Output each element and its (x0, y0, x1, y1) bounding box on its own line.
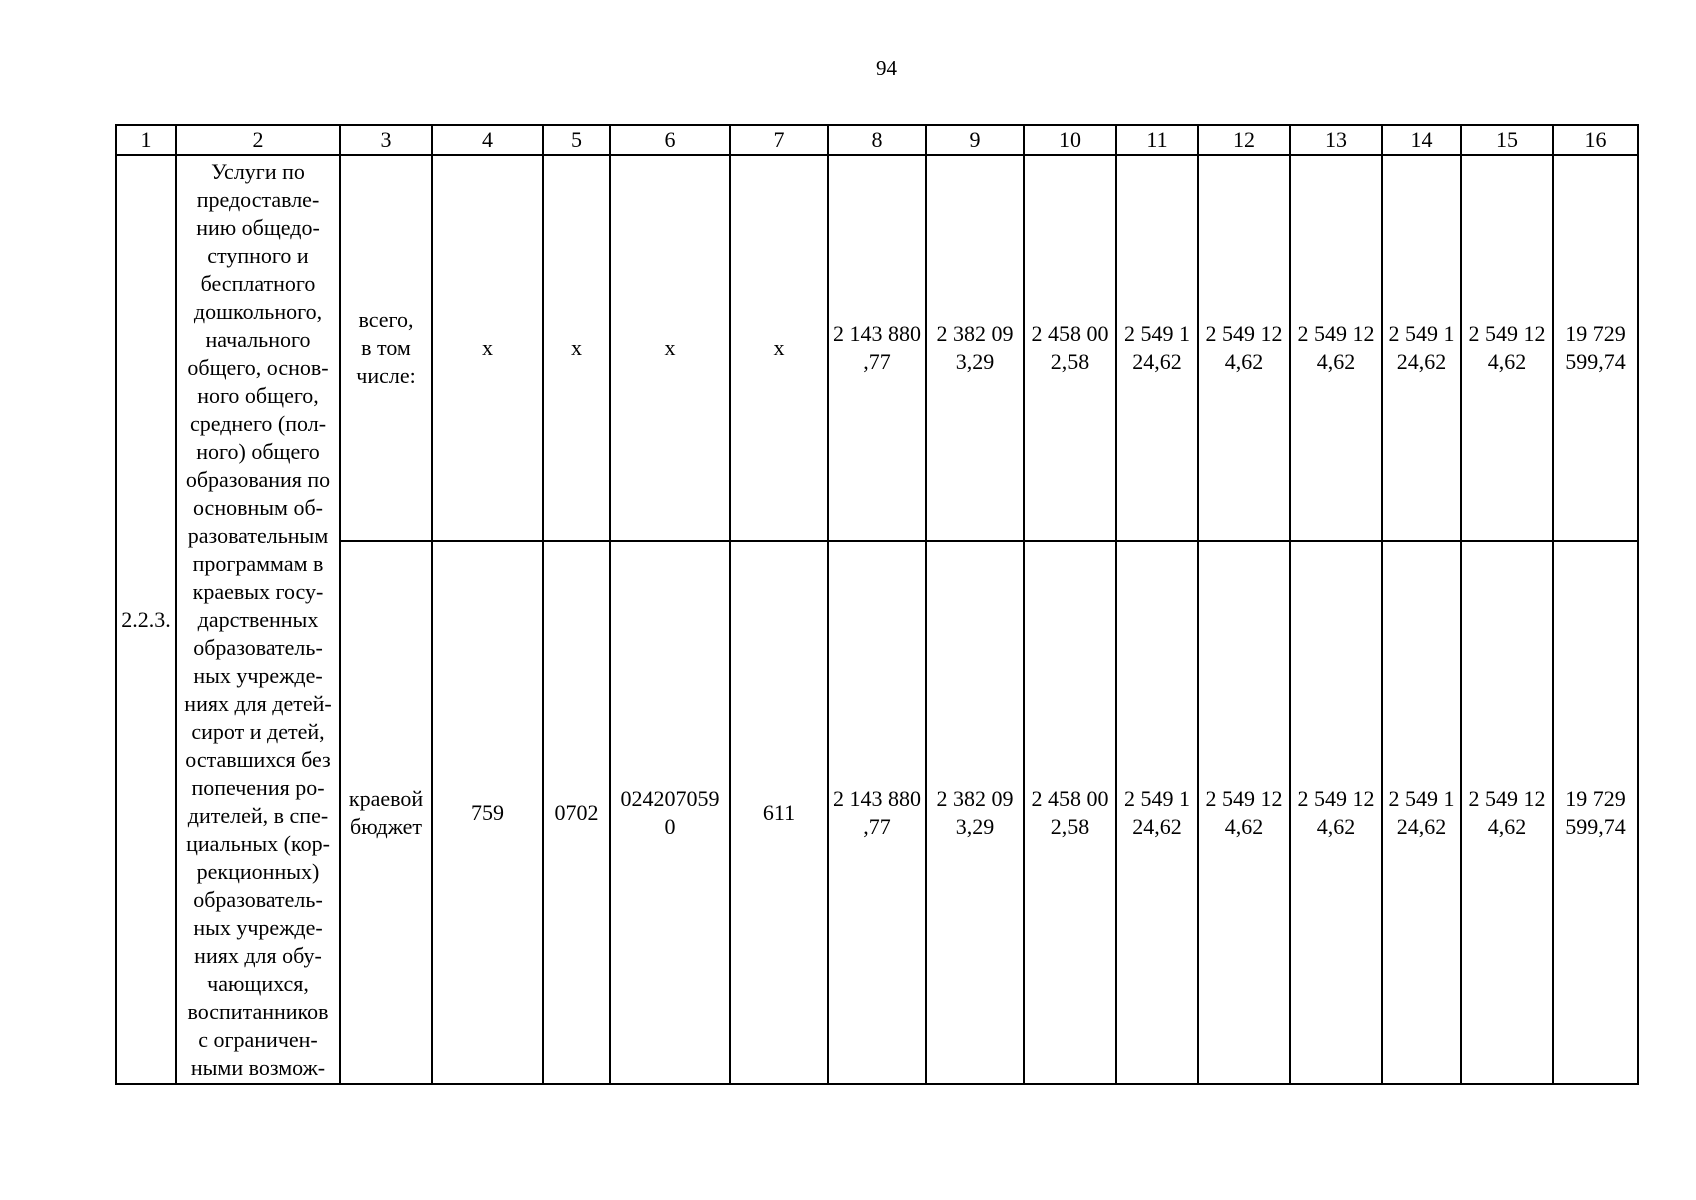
cell-col15: 2 549 12 4,62 (1461, 541, 1553, 1084)
col-header: 9 (926, 125, 1024, 155)
cell-col10: 2 458 00 2,58 (1024, 541, 1116, 1084)
cell-col16: 19 729 599,74 (1553, 155, 1638, 541)
cell-col6: х (610, 155, 730, 541)
col-header: 16 (1553, 125, 1638, 155)
budget-table (115, 124, 1639, 1085)
cell-col8: 2 143 880 ,77 (828, 155, 926, 541)
cell-col9: 2 382 09 3,29 (926, 541, 1024, 1084)
col-header: 8 (828, 125, 926, 155)
row-number: 2.2.3. (116, 155, 176, 1084)
col-header: 11 (1116, 125, 1198, 155)
cell-col7: х (730, 155, 828, 541)
funding-source: всего, в том числе: (340, 155, 432, 541)
table-row-regional-budget (116, 541, 1638, 1084)
cell-col7: 611 (730, 541, 828, 1084)
cell-col11: 2 549 1 24,62 (1116, 541, 1198, 1084)
col-header: 6 (610, 125, 730, 155)
funding-source: краевой бюджет (340, 541, 432, 1084)
service-description: Услуги по предоставле- нию общедо- ступного и бесплатного дошкольного, начального общего, основ- ного общего, среднего (пол- ного) общего образования по основным об- разовательным программам в краевых госу- дарственных образователь- ных учрежде- ниях для детей- сирот и детей, оставшихся без попечения ро- дителей, в спе- циальных (кор- рекционных) образователь- ных учрежде- ниях для обу- чающихся, воспитанников с ограничен- ными возмож- (176, 155, 340, 1084)
cell-col12: 2 549 12 4,62 (1198, 155, 1290, 541)
cell-col4: 759 (432, 541, 543, 1084)
col-header: 10 (1024, 125, 1116, 155)
cell-col6: 024207059 0 (610, 541, 730, 1084)
col-header: 4 (432, 125, 543, 155)
cell-col16: 19 729 599,74 (1553, 541, 1638, 1084)
cell-col8: 2 143 880 ,77 (828, 541, 926, 1084)
col-header: 1 (116, 125, 176, 155)
col-header: 14 (1382, 125, 1461, 155)
col-header: 5 (543, 125, 610, 155)
cell-col10: 2 458 00 2,58 (1024, 155, 1116, 541)
cell-col12: 2 549 12 4,62 (1198, 541, 1290, 1084)
cell-col11: 2 549 1 24,62 (1116, 155, 1198, 541)
cell-col4: х (432, 155, 543, 541)
cell-col15: 2 549 12 4,62 (1461, 155, 1553, 541)
col-header: 13 (1290, 125, 1382, 155)
col-header: 3 (340, 125, 432, 155)
col-header: 2 (176, 125, 340, 155)
cell-col14: 2 549 1 24,62 (1382, 541, 1461, 1084)
cell-col9: 2 382 09 3,29 (926, 155, 1024, 541)
col-header: 12 (1198, 125, 1290, 155)
header-row (116, 125, 1638, 155)
page-number: 94 (876, 56, 897, 80)
cell-col13: 2 549 12 4,62 (1290, 541, 1382, 1084)
col-header: 7 (730, 125, 828, 155)
cell-col14: 2 549 1 24,62 (1382, 155, 1461, 541)
col-header: 15 (1461, 125, 1553, 155)
table-row-total (116, 155, 1638, 541)
cell-col13: 2 549 12 4,62 (1290, 155, 1382, 541)
cell-col5: 0702 (543, 541, 610, 1084)
cell-col5: х (543, 155, 610, 541)
